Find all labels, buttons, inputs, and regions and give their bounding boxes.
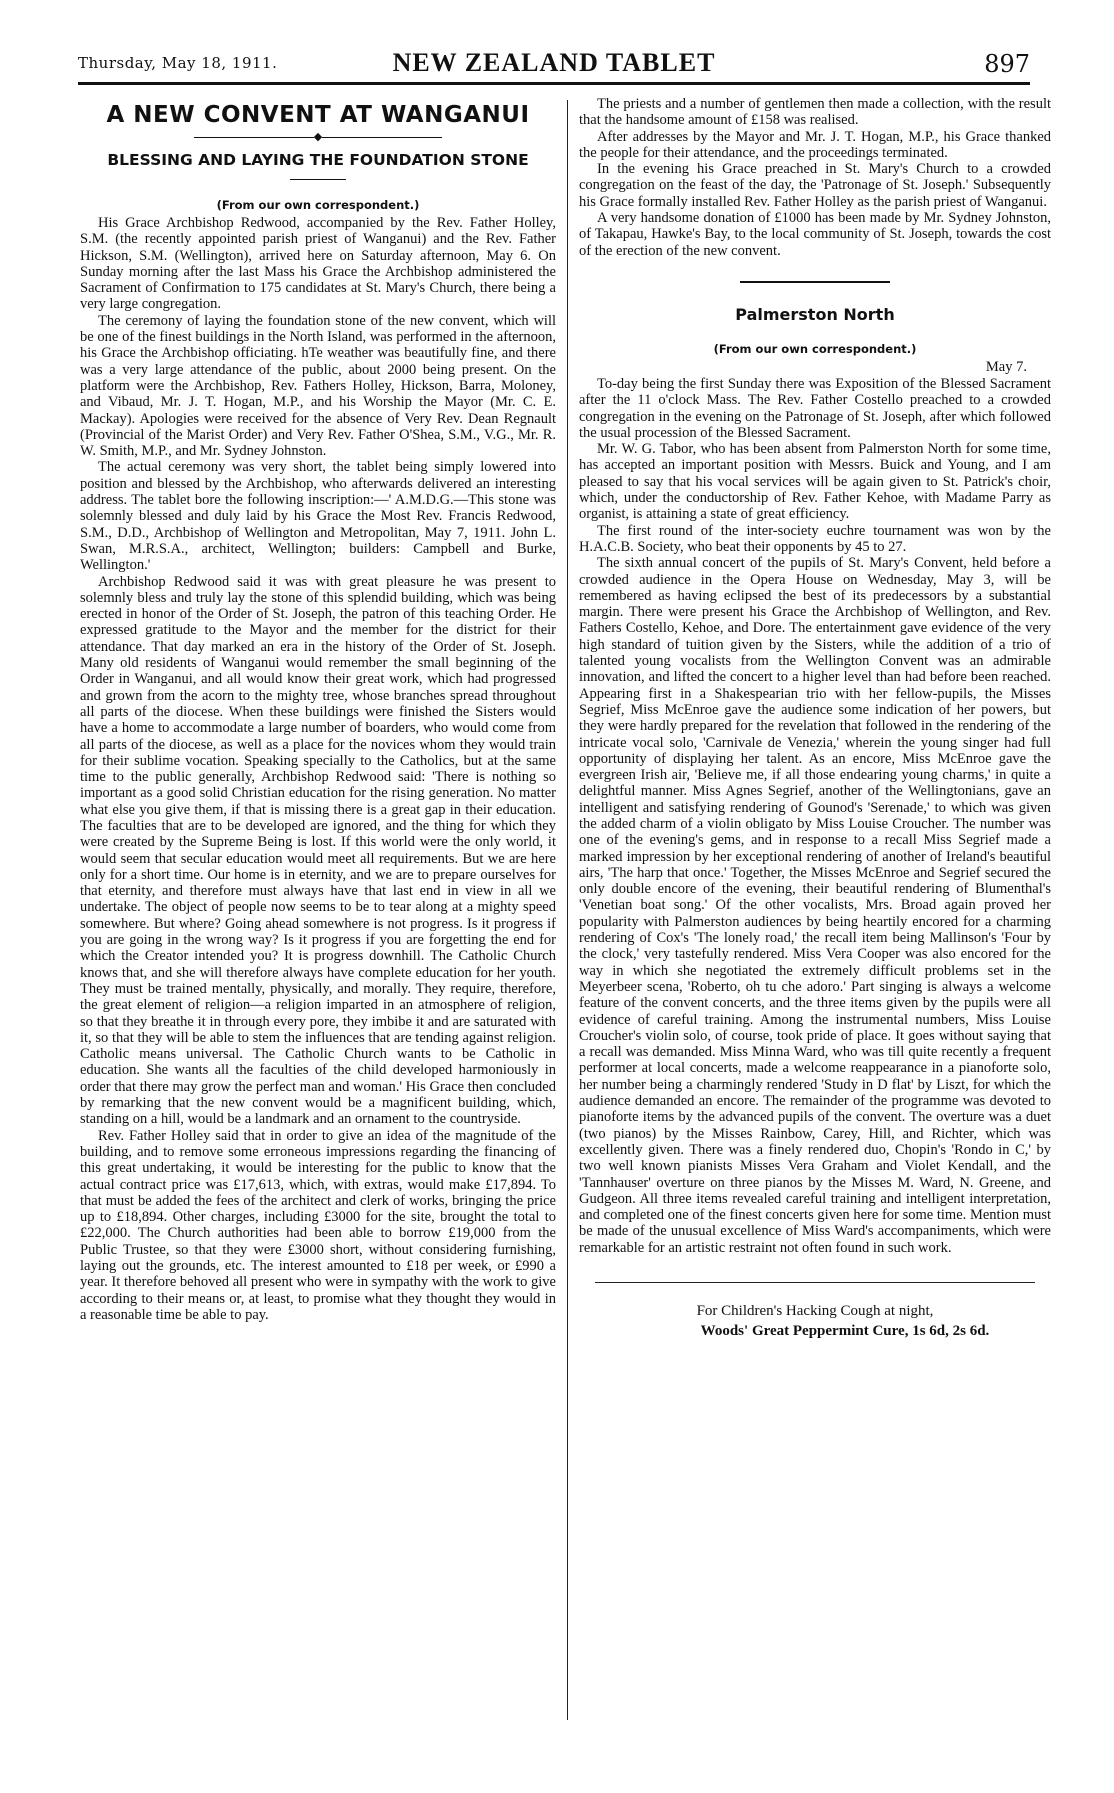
article-paragraph: A very handsome donation of £1000 has been made by Mr. Sydney Johnston, of Takapau, Hawke's Bay, to the local community of St. Joseph, towards the cost of the erection of the new convent. <box>579 210 1051 259</box>
masthead <box>78 48 1030 84</box>
section-dateline: May 7. <box>985 358 1027 375</box>
section-headline: Palmerston North <box>735 304 895 324</box>
article-headline: A NEW CONVENT AT WANGANUI <box>106 102 530 128</box>
advert-rule <box>595 1282 1035 1283</box>
subhead-rule <box>290 179 346 180</box>
article-paragraph: The sixth annual concert of the pupils of St. Mary's Convent, held before a crowded audience in the Opera House on Wednesday, May 3, will be remembered as having eclipsed the best of its predecessors by a substantial margin. There were present his Grace the Archbishop of Wellington, and Rev. Fathers Costello, Kehoe, and Dore. The entertainment gave evidence of the very high standard of tuition given by the Sisters, while the addition of a trio of talented young vocalists from the Wellington Convent was an admirable innovation, and lifted the concert to a higher level than had before been reached. Appearing first in a Shakespearian trio with her fellow-pupils, the Misses Segrief, Miss McEnroe gave the audience some indication of her powers, but they were hardly prepared for the revelation that followed in the rendering of the intricate vocal solo, 'Carnivale de Venezia,' wherein the young singer had full opportunity of displaying her talent. As an encore, Miss McEnroe gave the evergreen Irish air, 'Believe me, if all those endearing young charms,' in quite a delightful manner. Miss Agnes Segrief, another of the Wellingtonians, gave an intelligent and satisfying rendering of Gounod's 'Serenade,' to which was given the added charm of a violin obligato by Miss Louise Croucher. The number was one of the evening's gems, and in response to a recall Miss Segrief made a marked impression by her exceptional rendering of another of Ireland's beautiful airs, 'The harp that once.' Together, the Misses McEnroe and Segrief secured the only double encore of the evening, their beautiful rendering of Blumenthal's 'Venetian boat song.' Of the other vocalists, Mrs. Broad again proved her popularity with Palmerston audiences by being heartily encored for a charming rendering of Cox's 'The lonely road,' the recall item being Mallinson's 'Four by the clock,' very tastefully rendered. Miss Vera Cooper was also encored for the way in which she negotiated the extremely difficult problems set in the Meyerbeer scena, 'Roberto, oh tu che adoro.' Part singing is always a welcome feature of the convent concerts, and the three items given by the pupils were all evidence of careful training. Among the instrumental numbers, Miss Louise Croucher's violin solo, of course, took pride of place. It goes without saying that a recall was demanded. Miss Minna Ward, who was till quite recently a frequent performer at local concerts, made a welcome reappearance in a pianoforte solo, her number being a charmingly rendered 'Study in D flat' by Liszt, for which the audience demanded an encore. The remainder of the programme was devoted to pianoforte items by the advanced pupils of the convent. The overture was a duet (two pianos) by the Misses Rainbow, Carey, Hill, and Richter, which was excellently given. There was a finely rendered duo, Chopin's 'Rondo in C,' by two well known pianists Misses Vera Graham and Violet Kendall, and the 'Tannhauser' overture on three pianos by the Misses M. Ward, N. Greene, and Gudgeon. All three items revealed careful training and intelligent interpretation, and completed one of the finest concerts given here for some time. Mention must be made of the unusual excellence of Miss Ward's accompaniments, which were remarkable for an artistic restraint not often found in such work. <box>579 555 1051 1256</box>
article-paragraph: The ceremony of laying the foundation stone of the new convent, which will be one of the finest buildings in the North Island, was performed in the afternoon, his Grace the Archbishop officiating. hTe weather was beautifully fine, and there was a very large attendance of the public, about 2000 being present. On the platform were the Archbishop, Rev. Fathers Holley, Hickson, Barra, Moloney, and Vibaud, Mr. J. T. Hogan, M.P., and his Worship the Mayor (Mr. C. E. Mackay). Apologies were received for the absence of Very Rev. Dean Regnault (Provincial of the Marist Order) and Very Rev. Father O'Shea, S.M., V.G., Mr. R. W. Smith, M.P., and Mr. Sydney Johnston. <box>80 312 556 460</box>
issue-date: Thursday, May 18, 1911. <box>78 54 278 72</box>
headline-divider: ◆ <box>80 130 556 143</box>
article-paragraph: Rev. Father Holley said that in order to give an idea of the magnitude of the building, and to remove some erroneous impressions regarding the financing of this great undertaking, it would be interesting for the public to know that the actual contract price was £17,613, which, with extras, would make £17,894. To that must be added the fees of the architect and clerk of works, bringing the price up to £18,894. Other charges, including £3000 for the site, brought the total to £22,000. The Church authorities had been able to borrow £19,000 from the Public Trustee, so that they were £3000 short, without considering furnishing, laying out the grounds, etc. The interest amounted to £18 per week, or £990 a year. It therefore behoved all present who were in sympathy with the work to give according to their means or, at least, to promise what they thought they would in a reasonable time be able to pay. <box>80 1127 556 1323</box>
advertisement <box>579 1301 1051 1341</box>
publication-title: NEW ZEALAND TABLET <box>392 48 716 77</box>
article-paragraph: Mr. W. G. Tabor, who has been absent from Palmerston North for some time, has accepted an important position with Messrs. Buick and Young, and I am pleased to say that his vocal services will be again given to St. Patrick's choir, which, under the conductorship of Rev. Father Kehoe, with Madame Parry as organist, is attaining a state of great efficiency. <box>579 441 1051 523</box>
article-paragraph: Archbishop Redwood said it was with great pleasure he was present to solemnly bless and truly lay the stone of this splendid building, which was being erected in honor of the Order of St. Joseph, the patron of this teaching Order. He expressed gratitude to the Mayor and the member for the district for their attendance. That day marked an era in the history of the Order of St. Joseph. Many old residents of Wanganui would remember the small beginning of the Order in Wanganui, and all would know their great work, which had progressed and grown from the acorn to the mighty tree, whose branches spread throughout all parts of the diocese. When these buildings were finished the Sisters would have a home to accommodate a large number of boarders, who would come from all parts of the diocese, as well as a place for the novices whom they would train for their sublime vocation. Speaking specially to the Catholics, but at the same time to the public generally, Archbishop Redwood said: 'There is nothing so important as a good solid Christian education for the rising generation. No matter what else you give them, if that is missing there is a great gap in their education. The faculties that are to be developed are ignored, and the thing for which they were created by the Supreme Being is lost. If this world were the only world, it would seem that secular education would meet all requirements. But we are here only for a short time. Our home is in eternity, and we are to prepare ourselves for that eternity, and therefore must always have that last end in view in all we undertake. The object of people now seems to be to tear along at a mighty speed somewhere. But where? Going ahead somewhere is not progress. Is it progress if you are going in the wrong way? Is it progress if you are forgetting the end for which the Creator intended you? It is progress downhill. The Catholic Church knows that, and she will therefore always have complete education for her youth. They must be trained mentally, physically, and morally. They require, therefore, the great element of religion—a religion imparted in an atmosphere of religion, so that they breathe it in through every pore, they imbibe it and are saturated with it, so that they will be able to stem the influences that are tending against religion. Catholic means universal. The Catholic Church wants to be Catholic in education. She wants all the faculties of the child developed harmoniously in order that there may grow the perfect man and woman.' His Grace then concluded by remarking that the new convent would be a magnificent building, which, standing on a hill, would be a landmark and an ornament to the countryside. <box>80 573 556 1128</box>
section-byline: (From our own correspondent.) <box>713 341 917 356</box>
left-column <box>80 96 556 1776</box>
article-subheadline: BLESSING AND LAYING THE FOUNDATION STONE <box>107 151 529 169</box>
article-byline: (From our own correspondent.) <box>216 198 420 212</box>
right-column <box>579 96 1051 1776</box>
article-paragraph: To-day being the first Sunday there was Exposition of the Blessed Sacrament after the 11 o'clock Mass. The Rev. Father Costello preached to a crowded congregation in the evening on the Patronage of St. Joseph, after which followed the usual procession of the Blessed Sacrament. <box>579 375 1051 441</box>
article-paragraph: The actual ceremony was very short, the tablet being simply lowered into position and blessed by the Archbishop, who afterwards delivered an interesting address. The tablet bore the following inscription:—' A.M.D.G.—This stone was solemnly blessed and duly laid by his Grace the Most Rev. Francis Redwood, S.M., D.D., Archbishop of Wellington and Metropolitan, May 7, 1911. John L. Swan, M.R.S.A., architect, Wellington; builders: Campbell and Burke, Wellington.' <box>80 459 556 574</box>
advert-line-2: Woods' Great Peppermint Cure, 1s 6d, 2s 6d. <box>700 1323 990 1339</box>
article-paragraph: After addresses by the Mayor and Mr. J. T. Hogan, M.P., his Grace thanked the people for their attendance, and the proceedings terminated. <box>579 128 1051 161</box>
article-paragraph: In the evening his Grace preached in St. Mary's Church to a crowded congregation on the feast of the day, the 'Patronage of St. Joseph.' Subsequently his Grace formally installed Rev. Father Holley as the parish priest of Wanganui. <box>579 161 1051 210</box>
section-rule <box>740 281 890 283</box>
article-paragraph: The priests and a number of gentlemen then made a collection, with the result that the handsome amount of £158 was realised. <box>579 96 1051 129</box>
advert-line-1: For Children's Hacking Cough at night, <box>696 1303 934 1319</box>
masthead-rule <box>78 82 1030 85</box>
column-divider <box>567 100 568 1720</box>
article-paragraph: The first round of the inter-society euchre tournament was won by the H.A.C.B. Society, who beat their opponents by 45 to 27. <box>579 522 1051 555</box>
page-number: 897 <box>984 50 1030 78</box>
article-paragraph: His Grace Archbishop Redwood, accompanied by the Rev. Father Holley, S.M. (the recently appointed parish priest of Wanganui) and the Rev. Father Hickson, S.M. (Wellington), arrived here on Saturday afternoon, May 6. On Sunday morning after the last Mass his Grace the Archbishop administered the Sacrament of Confirmation to 175 candidates at St. Mary's Church, there being a very large congregation. <box>80 215 556 313</box>
